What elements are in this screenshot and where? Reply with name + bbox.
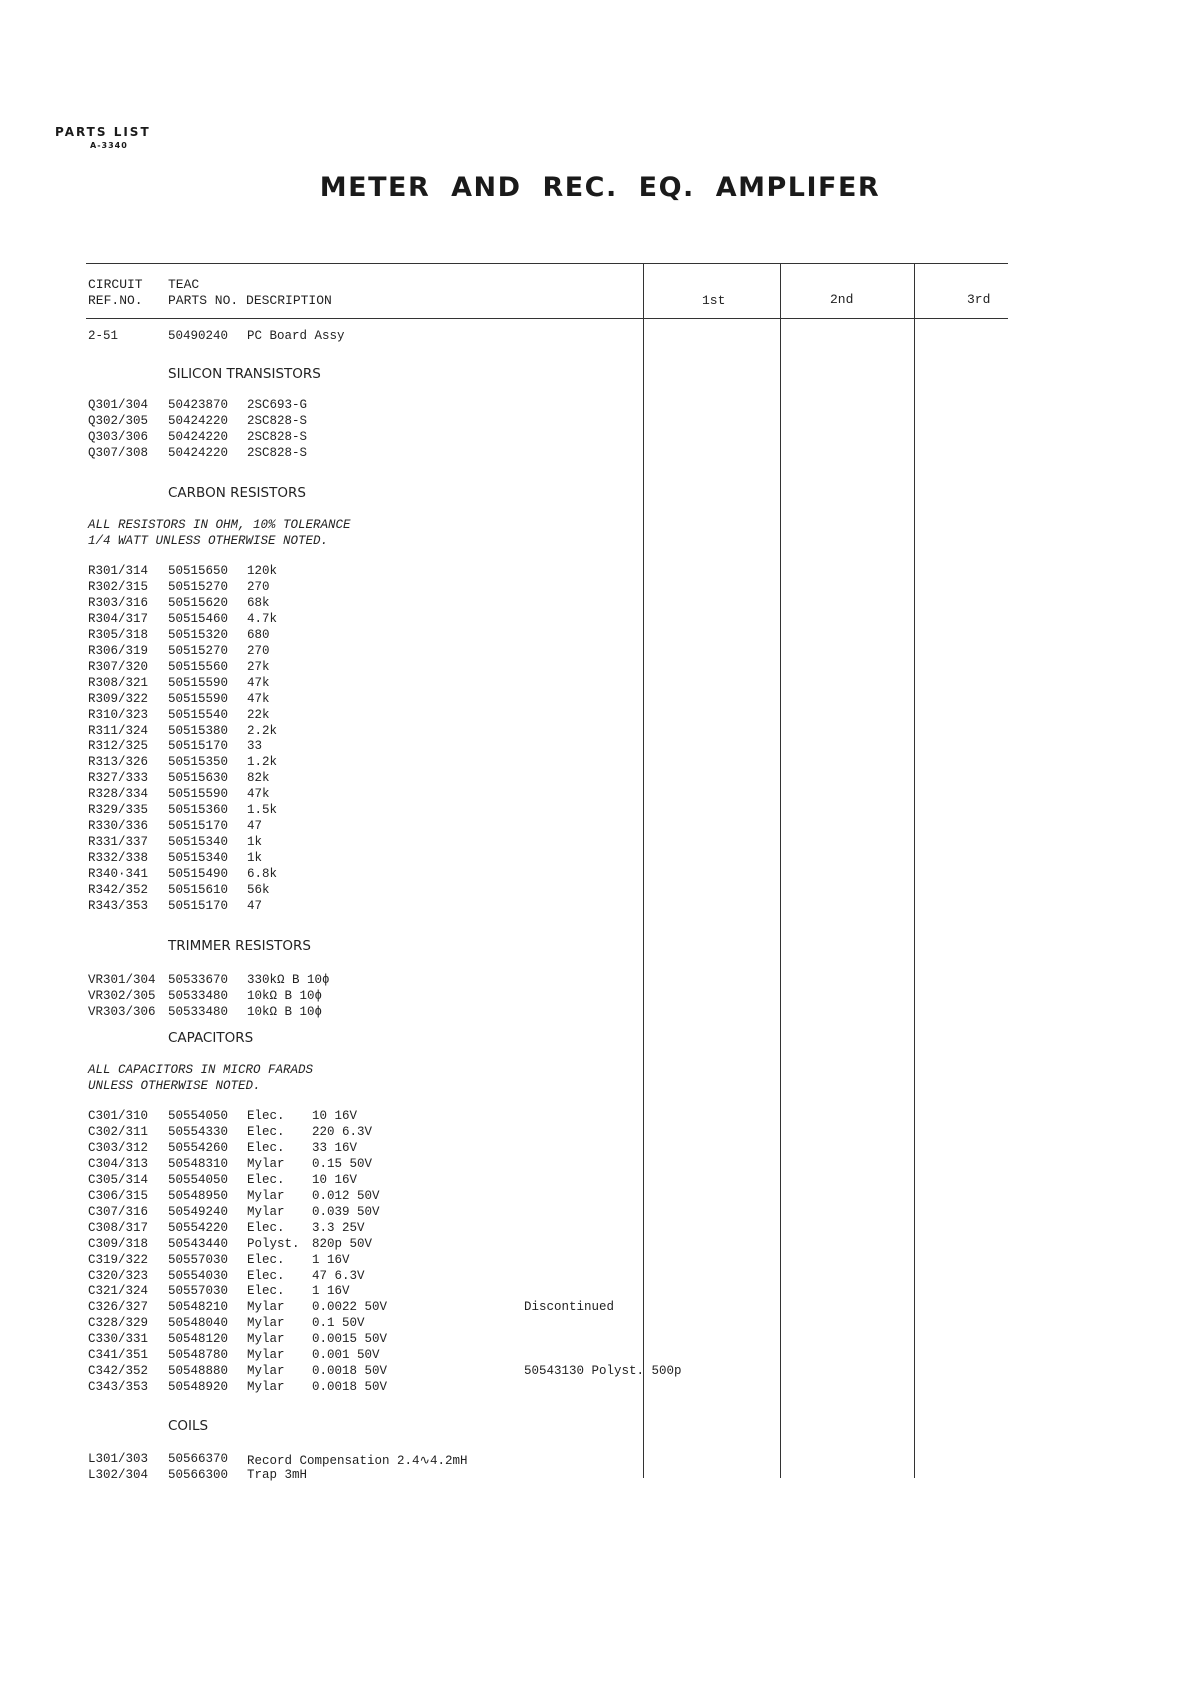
resistor-row-part: 50515380: [168, 723, 229, 738]
resistor-row-ref: R340·341: [88, 867, 149, 882]
capacitor-row-type: Mylar: [247, 1300, 285, 1315]
resistor-row-ref: R330/336: [88, 819, 149, 834]
resistor-row-desc: 4.7k: [247, 611, 278, 626]
coil-row-desc: Trap 3mH: [247, 1468, 308, 1482]
col-header-circuit: CIRCUIT: [88, 277, 143, 292]
trimmer-row-ref: VR303/306: [88, 1005, 156, 1019]
transistor-row-part: 50423870: [168, 398, 229, 412]
resistor-row-desc: 270: [247, 579, 270, 594]
resistor-row-part: 50515620: [168, 595, 229, 610]
capacitor-row-part: 50554220: [168, 1220, 229, 1235]
parts-list-label: PARTS LIST: [55, 125, 151, 139]
resistor-row-part: 50515460: [168, 611, 229, 626]
resistor-row-part: 50515170: [168, 819, 229, 834]
capacitor-row-ref: C320/323: [88, 1268, 149, 1283]
capacitor-row-value: 1 16V: [312, 1252, 350, 1267]
resistor-row-ref: R332/338: [88, 851, 149, 866]
transistor-row-desc: 2SC828-S: [247, 430, 308, 444]
capacitor-row-ref: C319/322: [88, 1252, 149, 1267]
transistor-row-ref: Q301/304: [88, 398, 149, 412]
resistor-row-ref: R342/352: [88, 883, 149, 897]
capacitor-row-value: 0.15 50V: [312, 1156, 373, 1171]
table-top-rule: [86, 263, 1008, 264]
col-header-2nd: 2nd: [830, 292, 854, 307]
trimmer-row-part: 50533480: [168, 989, 229, 1003]
column-divider-1st: [643, 263, 644, 1478]
resistor-row-ref: R327/333: [88, 771, 149, 786]
capacitor-row-type: Elec.: [247, 1124, 285, 1139]
section-title-carbon-resistors: CARBON RESISTORS: [168, 485, 306, 501]
resistor-row-part: 50515590: [168, 787, 229, 802]
capacitor-row-part: 50549240: [168, 1204, 229, 1219]
capacitor-row-part: 50554050: [168, 1172, 229, 1187]
col-header-refno: REF.NO.: [88, 293, 143, 308]
capacitor-row-part: 50554260: [168, 1140, 229, 1155]
resistor-row-part: 50515170: [168, 898, 229, 913]
resistor-row-ref: R312/325: [88, 739, 149, 754]
section-title-trimmer-resistors: TRIMMER RESISTORS: [168, 938, 311, 954]
capacitor-note-line2: UNLESS OTHERWISE NOTED.: [88, 1079, 261, 1093]
capacitor-row-type: Elec.: [247, 1284, 285, 1299]
resistor-row-part: 50515350: [168, 755, 229, 770]
capacitor-row-type: Elec.: [247, 1252, 285, 1267]
resistor-row-desc: 1.2k: [247, 755, 278, 770]
transistor-row-ref: Q307/308: [88, 446, 149, 460]
resistor-row-ref: R311/324: [88, 723, 149, 738]
coil-row-part: 50566300: [168, 1468, 229, 1482]
capacitor-row-type: Polyst.: [247, 1236, 300, 1251]
resistor-row-desc: 1.5k: [247, 803, 278, 818]
resistor-row-part: 50515560: [168, 659, 229, 674]
col-header-partsno-description: PARTS NO. DESCRIPTION: [168, 293, 332, 308]
trimmer-row-part: 50533670: [168, 973, 229, 987]
column-divider-3rd: [914, 263, 915, 1478]
board-row: [88, 329, 345, 345]
resistor-row-ref: R303/316: [88, 595, 149, 610]
model-number: A-3340: [90, 141, 128, 150]
capacitor-row-ref: C305/314: [88, 1172, 149, 1187]
carbon-note-line1: ALL RESISTORS IN OHM, 10% TOLERANCE: [88, 518, 351, 532]
capacitor-row-value: 820p 50V: [312, 1236, 373, 1251]
trimmer-row-desc: 10kΩ B 10ϕ: [247, 989, 323, 1003]
transistor-row-part: 50424220: [168, 414, 229, 428]
resistor-row-desc: 33: [247, 739, 263, 754]
resistor-row-desc: 1k: [247, 835, 263, 850]
resistor-row-ref: R305/318: [88, 627, 149, 642]
capacitor-row-value: 0.0018 50V: [312, 1364, 388, 1379]
resistor-row-ref: R308/321: [88, 675, 149, 690]
resistor-row-ref: R307/320: [88, 659, 149, 674]
resistor-row-desc: 1k: [247, 851, 263, 866]
col-header-teac: TEAC: [168, 277, 200, 292]
resistor-row-part: 50515170: [168, 739, 229, 754]
board-ref: 2-51: [88, 329, 119, 343]
capacitor-row-type: Elec.: [247, 1220, 285, 1235]
capacitor-row-ref: C303/312: [88, 1140, 149, 1155]
resistor-row-desc: 27k: [247, 659, 270, 674]
resistor-row-ref: R302/315: [88, 579, 149, 594]
capacitor-row-type: Mylar: [247, 1348, 285, 1363]
capacitor-row-part: 50548880: [168, 1364, 229, 1379]
resistor-row-desc: 56k: [247, 883, 270, 897]
capacitor-row-ref: C309/318: [88, 1236, 149, 1251]
resistor-row-part: 50515360: [168, 803, 229, 818]
coil-row-desc: Record Compensation 2.4∿4.2mH: [247, 1454, 468, 1468]
capacitor-row-part: 50548920: [168, 1380, 229, 1395]
capacitor-row-type: Elec.: [247, 1109, 285, 1123]
resistor-row-part: 50515340: [168, 835, 229, 850]
coil-row-ref: L301/303: [88, 1452, 149, 1466]
resistor-row-part: 50515540: [168, 707, 229, 722]
capacitor-row-ref: C307/316: [88, 1204, 149, 1219]
capacitor-row-type: Mylar: [247, 1156, 285, 1171]
capacitor-note-line1: ALL CAPACITORS IN MICRO FARADS: [88, 1063, 314, 1077]
capacitor-row-value: 0.0018 50V: [312, 1380, 388, 1395]
resistor-row-part: 50515650: [168, 564, 229, 578]
capacitor-row-part: 50557030: [168, 1284, 229, 1299]
resistor-row-desc: 680: [247, 627, 270, 642]
resistor-row-desc: 2.2k: [247, 723, 278, 738]
coil-row-part: 50566370: [168, 1452, 229, 1466]
resistor-row-ref: R306/319: [88, 643, 149, 658]
capacitor-row-ref: C306/315: [88, 1188, 149, 1203]
capacitor-row-part: 50554050: [168, 1109, 229, 1123]
resistor-row-desc: 22k: [247, 707, 270, 722]
capacitor-row-part: 50548310: [168, 1156, 229, 1171]
capacitor-row-type: Mylar: [247, 1204, 285, 1219]
resistor-row-ref: R309/322: [88, 691, 149, 706]
coil-row-ref: L302/304: [88, 1468, 149, 1482]
capacitor-row-type: Elec.: [247, 1268, 285, 1283]
capacitor-row-value: 10 16V: [312, 1109, 358, 1123]
resistor-row-part: 50515610: [168, 883, 229, 897]
capacitor-row-ref: C342/352: [88, 1364, 149, 1379]
capacitor-row-part: 50548120: [168, 1332, 229, 1347]
capacitor-row-type: Mylar: [247, 1316, 285, 1331]
board-desc: PC Board Assy: [247, 329, 345, 343]
resistor-row-part: 50515490: [168, 867, 229, 882]
col-header-1st: 1st: [702, 293, 726, 308]
column-divider-2nd: [780, 263, 781, 1478]
capacitor-row-part: 50554030: [168, 1268, 229, 1283]
capacitor-row-value: 33 16V: [312, 1140, 358, 1155]
resistor-row-desc: 47: [247, 819, 263, 834]
remark-discontinued: Discontinued: [524, 1300, 615, 1314]
transistor-row-desc: 2SC693-G: [247, 398, 308, 412]
capacitor-row-part: 50554330: [168, 1124, 229, 1139]
transistor-row-desc: 2SC828-S: [247, 446, 308, 460]
trimmer-row-ref: VR301/304: [88, 973, 156, 987]
capacitor-row-part: 50548780: [168, 1348, 229, 1363]
section-title-silicon-transistors: SILICON TRANSISTORS: [168, 366, 321, 382]
capacitor-row-value: 0.0022 50V: [312, 1300, 388, 1315]
trimmer-row-desc: 10kΩ B 10ϕ: [247, 1005, 323, 1019]
trimmer-row-ref: VR302/305: [88, 989, 156, 1003]
resistor-row-desc: 68k: [247, 595, 270, 610]
capacitor-row-value: 0.001 50V: [312, 1348, 380, 1363]
capacitor-row-part: 50543440: [168, 1236, 229, 1251]
board-part: 50490240: [168, 329, 229, 343]
capacitor-row-ref: C304/313: [88, 1156, 149, 1171]
section-title-capacitors: CAPACITORS: [168, 1030, 254, 1046]
resistor-row-desc: 47k: [247, 675, 270, 690]
resistor-row-ref: R301/314: [88, 564, 149, 578]
transistor-row-part: 50424220: [168, 446, 229, 460]
capacitor-row-ref: C330/331: [88, 1332, 149, 1347]
transistor-row-desc: 2SC828-S: [247, 414, 308, 428]
capacitor-row-value: 0.0015 50V: [312, 1332, 388, 1347]
capacitor-row-value: 3.3 25V: [312, 1220, 365, 1235]
resistor-row-part: 50515270: [168, 579, 229, 594]
capacitor-row-type: Mylar: [247, 1364, 285, 1379]
capacitor-row-type: Elec.: [247, 1140, 285, 1155]
remark-replacement: 50543130 Polyst. 500p: [524, 1364, 682, 1378]
resistor-row-part: 50515630: [168, 771, 229, 786]
capacitor-row-ref: C302/311: [88, 1124, 149, 1139]
table-header-rule: [86, 318, 1008, 319]
capacitor-row-ref: C328/329: [88, 1316, 149, 1331]
capacitor-row-value: 47 6.3V: [312, 1268, 365, 1283]
resistor-row-desc: 6.8k: [247, 867, 278, 882]
resistor-row-desc: 47k: [247, 787, 270, 802]
capacitor-row-value: 1 16V: [312, 1284, 350, 1299]
capacitor-row-part: 50548040: [168, 1316, 229, 1331]
capacitor-row-type: Mylar: [247, 1380, 285, 1395]
capacitor-row-part: 50548210: [168, 1300, 229, 1315]
capacitor-row-part: 50557030: [168, 1252, 229, 1267]
trimmer-row-desc: 330kΩ B 10ϕ: [247, 973, 330, 987]
resistor-row-desc: 47: [247, 898, 263, 913]
section-title-coils: COILS: [168, 1418, 209, 1434]
capacitor-row-value: 10 16V: [312, 1172, 358, 1187]
capacitor-row-value: 220 6.3V: [312, 1124, 373, 1139]
resistor-row-desc: 47k: [247, 691, 270, 706]
capacitor-row-ref: C341/351: [88, 1348, 149, 1363]
resistor-row-part: 50515340: [168, 851, 229, 866]
resistor-row-desc: 120k: [247, 564, 278, 578]
capacitor-row-value: 0.1 50V: [312, 1316, 365, 1331]
resistor-row-desc: 270: [247, 643, 270, 658]
resistor-row-desc: 82k: [247, 771, 270, 786]
transistor-row-ref: Q303/306: [88, 430, 149, 444]
resistor-row-part: 50515270: [168, 643, 229, 658]
resistor-row-ref: R310/323: [88, 707, 149, 722]
resistor-row-ref: R329/335: [88, 803, 149, 818]
capacitor-row-ref: C326/327: [88, 1300, 149, 1315]
trimmer-row-part: 50533480: [168, 1005, 229, 1019]
capacitor-row-type: Mylar: [247, 1332, 285, 1347]
capacitor-row-ref: C343/353: [88, 1380, 149, 1395]
resistor-row-ref: R304/317: [88, 611, 149, 626]
capacitor-row-value: 0.012 50V: [312, 1188, 380, 1203]
resistor-row-ref: R313/326: [88, 755, 149, 770]
page-title: METER AND REC. EQ. AMPLIFER: [319, 172, 881, 203]
resistor-row-part: 50515590: [168, 675, 229, 690]
capacitor-row-type: Elec.: [247, 1172, 285, 1187]
capacitor-row-ref: C301/310: [88, 1109, 149, 1123]
resistor-row-ref: R331/337: [88, 835, 149, 850]
carbon-note-line2: 1/4 WATT UNLESS OTHERWISE NOTED.: [88, 534, 329, 548]
col-header-3rd: 3rd: [967, 292, 991, 307]
capacitor-row-part: 50548950: [168, 1188, 229, 1203]
transistor-row-part: 50424220: [168, 430, 229, 444]
resistor-row-ref: R343/353: [88, 898, 149, 913]
capacitor-row-ref: C321/324: [88, 1284, 149, 1299]
resistor-row-part: 50515320: [168, 627, 229, 642]
resistor-row-part: 50515590: [168, 691, 229, 706]
capacitor-row-ref: C308/317: [88, 1220, 149, 1235]
capacitor-row-value: 0.039 50V: [312, 1204, 380, 1219]
transistor-row-ref: Q302/305: [88, 414, 149, 428]
resistor-row-ref: R328/334: [88, 787, 149, 802]
capacitor-row-type: Mylar: [247, 1188, 285, 1203]
